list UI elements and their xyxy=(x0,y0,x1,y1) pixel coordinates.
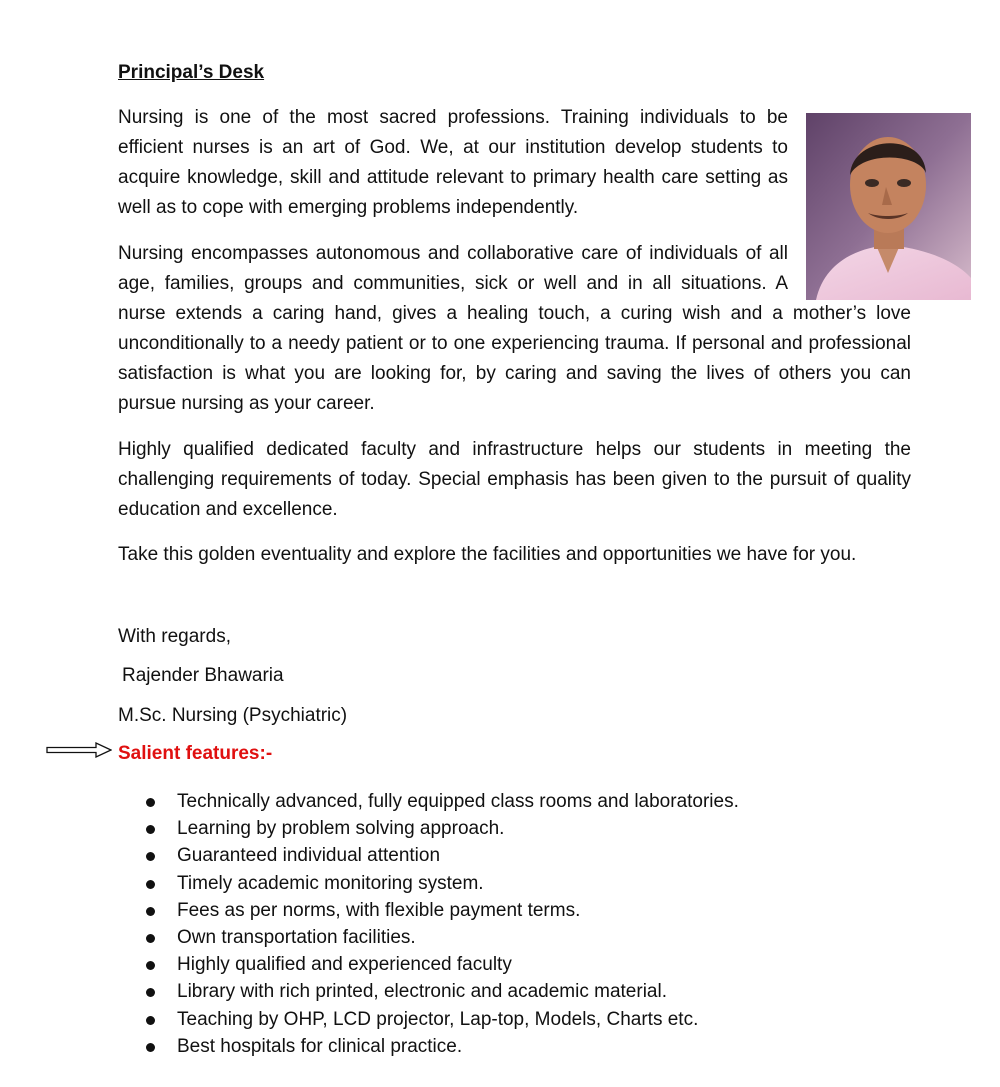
feature-text: Learning by problem solving approach. xyxy=(177,818,505,840)
bullet-icon xyxy=(146,798,155,807)
feature-list-item xyxy=(140,871,739,898)
salient-features-list xyxy=(140,789,739,1061)
faculty-paragraph: Highly qualified dedicated faculty and infrastructure helps our students in meeting the challenging requirements of today. Special emphasis has been given to the pursuit of quality education and excellence. xyxy=(118,439,911,520)
feature-text: Technically advanced, fully equipped class rooms and laboratories. xyxy=(177,791,739,812)
bullet-icon xyxy=(146,961,155,970)
feature-list-item xyxy=(140,1034,739,1061)
signatory-degree: M.Sc. Nursing (Psychiatric) xyxy=(118,705,348,726)
feature-list-item xyxy=(140,843,739,870)
care-paragraph-line-2: age, families, groups and communities, sick or well and in all situations. A xyxy=(118,273,788,294)
intro-paragraph: Nursing is one of the most sacred professions. Training individuals to be efficient nurses is an art of God. We, at our institution develop students to acquire knowledge, skill and attitude relevant to primary health care setting as well as to cope with emerging problems independently. xyxy=(118,107,788,218)
feature-list-item xyxy=(140,1007,739,1034)
signatory-name: Rajender Bhawaria xyxy=(122,665,284,686)
bullet-icon xyxy=(146,825,155,834)
feature-list-item xyxy=(140,952,739,979)
salient-features-heading: Salient features:- xyxy=(118,743,273,764)
page-title: Principal’s Desk xyxy=(118,62,265,83)
bullet-icon xyxy=(146,852,155,861)
feature-text: Fees as per norms, with flexible payment terms. xyxy=(177,899,581,921)
care-paragraph xyxy=(118,239,911,419)
feature-text: Guaranteed individual attention xyxy=(177,845,441,867)
feature-text: Timely academic monitoring system. xyxy=(177,872,484,894)
feature-list-item xyxy=(140,979,739,1006)
feature-list-item xyxy=(140,898,739,925)
right-arrow-outline-icon xyxy=(46,742,112,758)
bullet-icon xyxy=(146,907,155,916)
invitation-paragraph: Take this golden eventuality and explore the facilities and opportunities we have for you. xyxy=(118,544,857,565)
bullet-icon xyxy=(146,988,155,997)
bullet-icon xyxy=(146,1016,155,1025)
feature-list-item xyxy=(140,925,739,952)
bullet-icon xyxy=(146,1043,155,1052)
feature-text: Highly qualified and experienced faculty xyxy=(177,954,512,976)
bullet-icon xyxy=(146,934,155,943)
feature-list-item xyxy=(140,816,739,843)
care-paragraph-rest: nurse extends a caring hand, gives a healing touch, a curing wish and a mother’s love unconditionally to a needy patient or to one experiencing trauma. If personal and professional satisfaction is what you are looking for, by caring and saving the lives of others you can pursue nursing as your career. xyxy=(118,303,911,414)
closing-regards: With regards, xyxy=(118,626,231,647)
bullet-icon xyxy=(146,880,155,889)
feature-list-item xyxy=(140,789,739,816)
care-paragraph-line-1: Nursing encompasses autonomous and collaborative care of individuals of all xyxy=(118,243,788,264)
feature-text: Best hospitals for clinical practice. xyxy=(177,1035,463,1057)
feature-text: Library with rich printed, electronic and academic material. xyxy=(177,981,667,1003)
feature-text: Own transportation facilities. xyxy=(177,926,416,948)
feature-text: Teaching by OHP, LCD projector, Lap-top, Models, Charts etc. xyxy=(177,1008,699,1030)
